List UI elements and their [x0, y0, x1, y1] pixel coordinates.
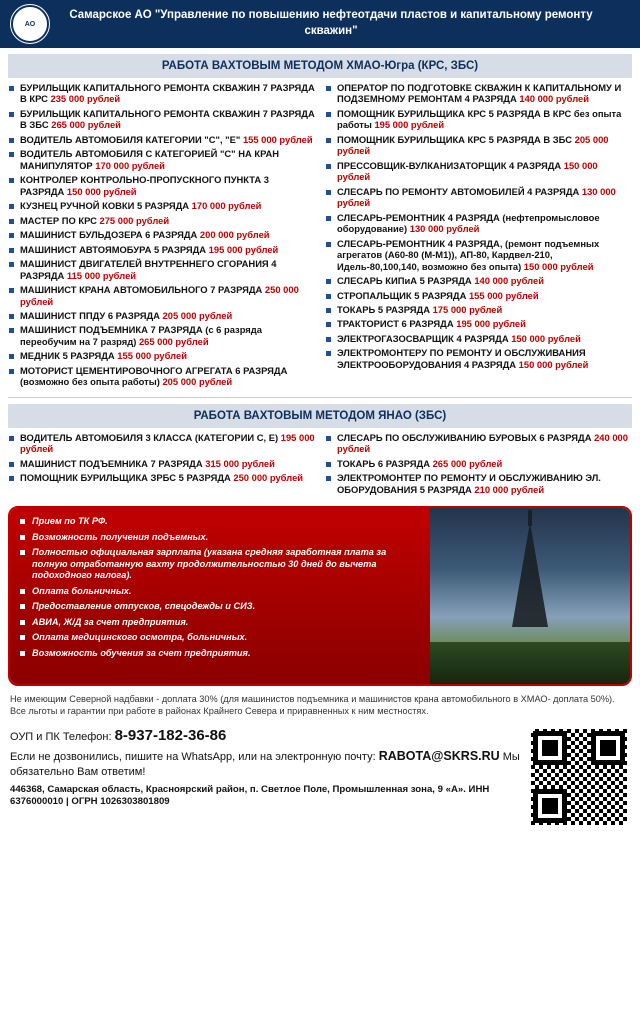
benefit-item: Полностью официальная зарплата (указана средняя заработная плата за полную отработанную вахту продолжительностью 30 дней до вычета подоходного налога). — [20, 547, 422, 582]
northern-bonus-note: Не имеющим Северной надбавки - доплата 30% (для машинистов подъемника и машинистов крана автомобильного в ХМАО- доплата 50%). Все льготы и гарантии при работе в районах Крайнего Севера и приравненных к ним местностях. — [10, 694, 615, 717]
job-item — [325, 275, 632, 286]
job-title: ВОДИТЕЛЬ АВТОМОБИЛЯ 3 КЛАССА (КАТЕГОРИИ С, Е) — [20, 431, 281, 443]
job-salary: 250 000 рублей — [233, 472, 304, 484]
job-title: ТОКАРЬ 5 РАЗРЯДА — [337, 303, 433, 315]
job-title: МАШИНИСТ ПОДЪЕМНИКА 7 РАЗРЯДА — [20, 457, 206, 469]
job-list — [8, 432, 315, 484]
job-salary: 275 000 рублей — [99, 214, 170, 226]
company-logo — [8, 2, 52, 46]
job-salary: 150 000 рублей — [337, 159, 598, 183]
contacts-text — [10, 726, 520, 809]
job-list — [325, 432, 632, 495]
job-title: ОПЕРАТОР ПО ПОДГОТОВКЕ СКВАЖИН К КАПИТАЛЬНОМУ И ПОДЗЕМНОМУ РЕМОНТАМ 4 РАЗРЯДА — [337, 82, 622, 105]
job-title: СЛЕСАРЬ КИПиА 5 РАЗРЯДА — [337, 275, 475, 287]
job-salary: 115 000 рублей — [66, 269, 137, 281]
qr-finder-top-left — [533, 731, 567, 765]
job-title: ЭЛЕКТРОМОНТЕРУ ПО РЕМОНТУ И ОБСЛУЖИВАНИЯ ЭЛЕКТРООБОРУДОВАНИЯ 4 РАЗРЯДА — [337, 347, 586, 370]
job-salary: 205 000 рублей — [162, 309, 233, 321]
job-title: МАШИНИСТ ППДУ 6 РАЗРЯДА — [20, 309, 163, 321]
job-title: ЭЛЕКТРОГАЗОСВАРЩИК 4 РАЗРЯДА — [337, 332, 512, 344]
job-item — [8, 148, 315, 171]
job-item — [325, 347, 632, 370]
qr-code[interactable] — [528, 726, 630, 828]
job-item — [325, 82, 632, 105]
job-item — [8, 174, 315, 197]
page-header — [0, 0, 640, 48]
job-title: МАШИНИСТ ДВИГАТЕЛЕЙ ВНУТРЕННЕГО СГОРАНИЯ 4 РАЗРЯДА — [20, 258, 277, 281]
contacts-block — [10, 726, 630, 828]
job-salary: 235 000 рублей — [50, 93, 121, 105]
section-band-yanao: РАБОТА ВАХТОВЫМ МЕТОДОМ ЯНАО (ЗБС) — [8, 404, 632, 428]
job-salary: 265 000 рублей — [138, 335, 209, 347]
job-list — [8, 82, 315, 388]
yanao-right-column — [325, 432, 632, 498]
job-item — [325, 472, 632, 495]
job-salary: 175 000 рублей — [432, 303, 503, 315]
job-title: ПОМОЩНИК БУРИЛЬЩИКА ЗРБС 5 РАЗРЯДА — [20, 472, 234, 484]
logo-text: АО — [11, 5, 49, 43]
job-item — [8, 134, 315, 145]
job-item — [325, 304, 632, 315]
drilling-rig-photo — [430, 508, 630, 684]
job-salary: 140 000 рублей — [474, 275, 544, 287]
job-item — [325, 160, 632, 183]
job-item — [325, 458, 632, 469]
job-item — [325, 212, 632, 235]
postal-address: 446368, Самарская область, Красноярский район, п. Светлое Поле, Промышленная зона, 9 «А». ИНН 6376000010 | ОГРН 1026303801809 — [10, 784, 490, 808]
job-title: СТРОПАЛЬЩИК 5 РАЗРЯДА — [337, 289, 469, 301]
job-item — [8, 258, 315, 281]
section-divider — [8, 397, 632, 398]
job-salary: 240 000 рублей — [337, 431, 628, 455]
job-salary: 200 000 рублей — [199, 229, 270, 241]
job-title: МАШИНИСТ ПОДЪЕМНИКА 7 РАЗРЯДА (с 6 разряда переобучим на 7 разряд) — [20, 324, 262, 347]
job-title: МАШИНИСТ КРАНА АВТОМОБИЛЬНОГО 7 РАЗРЯДА — [20, 284, 265, 296]
phone-label: ОУП и ПК Телефон: — [10, 731, 115, 744]
job-salary: 195 000 рублей — [374, 119, 445, 131]
phone-line — [10, 726, 520, 746]
benefits-text-block — [10, 508, 430, 684]
benefits-panel — [8, 506, 632, 686]
job-title: ТРАКТОРИСТ 6 РАЗРЯДА — [337, 318, 457, 330]
job-title: СЛЕСАРЬ ПО ОБСЛУЖИВАНИЮ БУРОВЫХ 6 РАЗРЯДА — [337, 431, 595, 443]
job-title: ВОДИТЕЛЬ АВТОМОБИЛЯ С КАТЕГОРИЕЙ "С" НА КРАН МАНИПУЛЯТОР — [20, 148, 280, 171]
job-salary: 170 000 рублей — [191, 200, 262, 212]
email-address[interactable]: RABOTA@SKRS.RU — [378, 749, 500, 764]
job-title: МАШИНИСТ БУЛЬДОЗЕРА 6 РАЗРЯДА — [20, 229, 200, 241]
job-title: ПОМОЩНИК БУРИЛЬЩИКА КРС 5 РАЗРЯДА В ЗБС — [337, 133, 575, 145]
forest-silhouette — [430, 642, 630, 684]
job-item — [325, 238, 632, 272]
benefit-item: Возможность получения подъемных. — [20, 532, 422, 544]
hmao-right-column — [325, 82, 632, 391]
job-item — [8, 324, 315, 347]
job-salary: 130 000 рублей — [409, 223, 480, 235]
job-salary: 265 000 рублей — [432, 457, 503, 469]
benefit-item: Предоставление отпусков, спецодежды и СИЗ. — [20, 601, 422, 613]
job-title: ПОМОЩНИК БУРИЛЬЩИКА КРС 5 РАЗРЯДА В КРС без опыта работы — [337, 107, 622, 131]
job-item — [8, 244, 315, 255]
job-title: КОНТРОЛЕР КОНТРОЛЬНО-ПРОПУСКНОГО ПУНКТА 3 РАЗРЯДА — [20, 174, 269, 197]
job-title: КУЗНЕЦ РУЧНОЙ КОВКИ 5 РАЗРЯДА — [20, 200, 192, 212]
job-item — [325, 333, 632, 344]
job-title: БУРИЛЬЩИК КАПИТАЛЬНОГО РЕМОНТА СКВАЖИН 7 РАЗРЯДА В КРС — [20, 82, 315, 105]
job-item — [325, 432, 632, 455]
benefit-item: Оплата больничных. — [20, 586, 422, 598]
section-hmao-columns — [0, 82, 640, 391]
job-salary: 150 000 рублей — [523, 260, 594, 272]
job-salary: 205 000 рублей — [162, 376, 233, 388]
job-item — [8, 200, 315, 211]
job-item — [325, 290, 632, 301]
job-title: МОТОРИСТ ЦЕМЕНТИРОВОЧНОГО АГРЕГАТА 6 РАЗРЯДА (возможно без опыта работы) — [20, 364, 288, 388]
phone-number[interactable]: 8-937-182-36-86 — [114, 727, 227, 745]
job-item — [8, 365, 315, 388]
qr-finder-bottom-left — [533, 789, 567, 823]
job-salary: 140 000 рублей — [519, 93, 590, 105]
job-salary: 195 000 рублей — [456, 318, 526, 330]
section-yanao-columns — [0, 432, 640, 498]
benefit-item: АВИА, Ж/Д за счет предприятия. — [20, 617, 422, 629]
job-title: БУРИЛЬЩИК КАПИТАЛЬНОГО РЕМОНТА СКВАЖИН 7 РАЗРЯДА В ЗБС — [20, 107, 315, 131]
yanao-left-column — [8, 432, 315, 498]
job-title: ТОКАРЬ 6 РАЗРЯДА — [337, 457, 433, 469]
job-title: МАСТЕР ПО КРС — [20, 214, 100, 226]
job-title: МАШИНИСТ АВТОЯМОБУРА 5 РАЗРЯДА — [20, 243, 209, 255]
job-item — [325, 134, 632, 157]
job-title: ЭЛЕКТРОМОНТЕР ПО РЕМОНТУ И ОБСЛУЖИВАНИЮ ЭЛ. ОБОРУДОВАНИЯ 5 РАЗРЯДА — [337, 472, 601, 495]
job-salary: 265 000 рублей — [51, 119, 121, 131]
job-salary: 155 000 рублей — [117, 350, 187, 362]
job-title: ПРЕССОВЩИК-ВУЛКАНИЗАТОРЩИК 4 РАЗРЯДА — [337, 159, 564, 171]
job-item — [8, 350, 315, 361]
job-item — [325, 108, 632, 131]
job-title: СЛЕСАРЬ-РЕМОНТНИК 4 РАЗРЯДА, (ремонт подъемных агрегатов (А60-80 (М-М1)), АП-80, Кардвел-210, Идель-80,100,140, возможно без опыта) — [337, 237, 600, 272]
job-salary: 150 000 рублей — [66, 185, 137, 197]
job-salary: 250 000 рублей — [20, 284, 299, 307]
benefits-list — [20, 516, 422, 659]
job-title: МЕДНИК 5 РАЗРЯДА — [20, 350, 118, 362]
job-item — [8, 458, 315, 469]
job-item — [8, 284, 315, 307]
job-salary: 150 000 рублей — [511, 332, 581, 344]
email-tail: Мы обязательно Вам ответим! — [10, 751, 520, 779]
job-salary: 315 000 рублей — [205, 457, 275, 469]
job-item — [8, 229, 315, 240]
job-item — [8, 310, 315, 321]
benefit-item: Возможность обучения за счет предприятия. — [20, 648, 422, 660]
job-item — [8, 472, 315, 483]
job-salary: 170 000 рублей — [95, 159, 165, 171]
job-salary: 210 000 рублей — [474, 483, 545, 495]
job-item — [8, 82, 315, 105]
job-salary: 150 000 рублей — [518, 358, 589, 370]
job-salary: 195 000 рублей — [208, 243, 279, 255]
whatsapp-text: Если не дозвонились, пишите на WhatsApp, или на электронную почту: — [10, 751, 379, 764]
job-salary: 195 000 рублей — [20, 431, 315, 455]
job-salary: 155 000 рублей — [242, 133, 313, 145]
job-item — [325, 318, 632, 329]
job-salary: 155 000 рублей — [468, 289, 539, 301]
benefit-item: Оплата медицинского осмотра, больничных. — [20, 632, 422, 644]
job-item — [325, 186, 632, 209]
job-item — [8, 215, 315, 226]
job-item — [8, 432, 315, 455]
job-title: СЛЕСАРЬ ПО РЕМОНТУ АВТОМОБИЛЕЙ 4 РАЗРЯДА — [337, 185, 582, 197]
page-title: Самарское АО "Управление по повышению нефтеотдачи пластов и капитальному ремонту скважин" — [69, 9, 593, 37]
email-line — [10, 748, 520, 780]
job-list — [325, 82, 632, 370]
section-band-hmao: РАБОТА ВАХТОВЫМ МЕТОДОМ ХМАО-Югра (КРС, ЗБС) — [8, 54, 632, 78]
job-item — [8, 108, 315, 131]
job-salary: 130 000 рублей — [337, 185, 616, 209]
benefit-item: Прием по ТК РФ. — [20, 516, 422, 528]
job-title: СЛЕСАРЬ-РЕМОНТНИК 4 РАЗРЯДА (нефтепромысловое оборудование) — [337, 211, 600, 235]
hmao-left-column — [8, 82, 315, 391]
job-title: ВОДИТЕЛЬ АВТОМОБИЛЯ КАТЕГОРИИ "С", "Е" — [20, 133, 243, 145]
qr-finder-top-right — [591, 731, 625, 765]
job-salary: 205 000 рублей — [337, 133, 609, 157]
